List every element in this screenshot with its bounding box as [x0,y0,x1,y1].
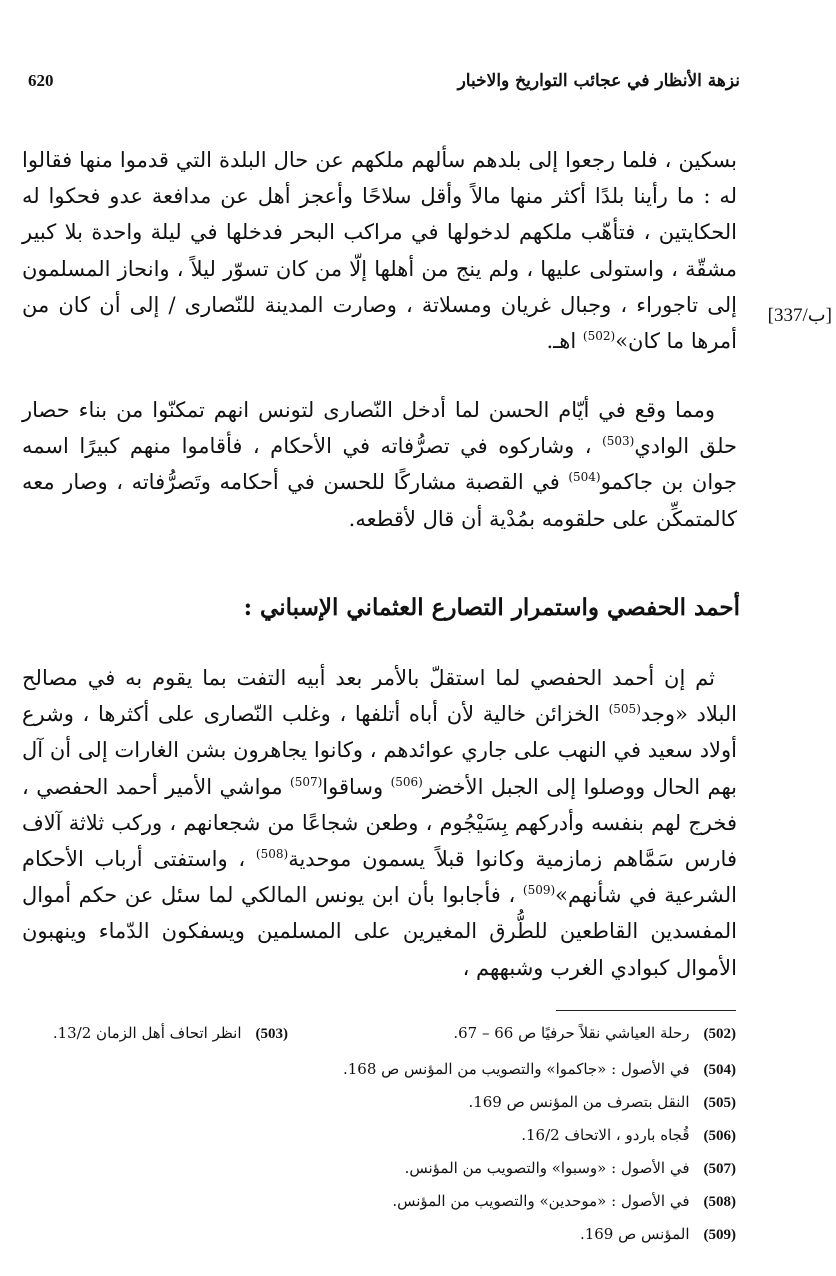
footnote-number: (509) [703,1227,736,1243]
paragraph-text: في القصبة مشاركًا للحسن في أحكامه وتَصرُّفاته ، وصار معه كالمتمكِّن على حلقومه بمُدْية أن قال لأقطعه. [22,470,737,531]
footnote-text: رحلة العياشي نقلاً حرفيًا ص 66 – 67. [453,1024,690,1042]
footnote-506 [521,1126,736,1145]
footnote-ref-507: (507) [290,774,323,789]
footnote-number: (502) [703,1026,736,1042]
footnote-number: (504) [703,1062,736,1078]
footnote-ref-505: (505) [608,702,641,717]
paragraph-3 [22,660,737,986]
footnote-509 [580,1225,736,1244]
footnote-505 [468,1093,736,1112]
footnote-text: في الأصول : «موحدين» والتصويب من المؤنس. [392,1192,690,1210]
page-header [28,64,740,98]
footnote-ref-502: (502) [582,329,616,344]
paragraph-text: ، وشاركوه في تصرُّفاته في الأحكام ، فأقاموا منهم كبيرًا اسمه جوان بن جاكمو [22,434,737,495]
footnote-ref-509: (509) [522,883,556,898]
running-title: نزهة الأنظار في عجائب التواريخ والاخبار [457,71,740,91]
footnote-text: النقل بتصرف من المؤنس ص 169. [468,1093,690,1111]
footnote-ref-508: (508) [255,847,289,862]
footnote-text: انظر اتحاف أهل الزمان 13/2. [52,1024,242,1042]
footnote-ref-506: (506) [390,774,423,789]
footnote-number: (503) [255,1026,288,1042]
footnote-508 [392,1192,736,1211]
footnote-ref-503: (503) [602,434,635,449]
paragraph-text: الخزائن خالية لأن أباه أتلفها ، وغلب النّصارى على أكثرها ، وشرع أولاد سعيد في النهب على جاري عوائدهم ، وكانوا يجاهرون بشن الغارات إلى أن آل بهم الحال ووصلوا إلى الجبل الأخضر [22,702,737,799]
footnote-text: في الأصول : «جاكموا» والتصويب من المؤنس ص 168. [342,1060,690,1078]
footnote-504 [343,1060,736,1079]
page-number: 620 [28,71,54,90]
footnote-text: قُجاه باردو ، الاتحاف 16/2. [521,1126,690,1144]
paragraph-text: اهـ. [546,329,583,354]
footnote-number: (505) [703,1095,736,1111]
paragraph-text: ، فأجابوا بأن ابن يونس المالكي لما سئل عن حكم أموال المفسدين القاطعين للطُّرق المغيرين على المسلمين ويسفكون الدّماء وينهبون الأموال كبوادي الغرب وشبههم ، [22,883,737,980]
footnote-ref-504: (504) [568,470,601,485]
footnote-number: (508) [703,1194,736,1210]
footnote-number: (507) [703,1161,736,1177]
footnote-text: في الأصول : «وسبوا» والتصويب من المؤنس. [404,1159,690,1177]
paragraph-text: ثم إن أحمد الحفصي لما استقلّ بالأمر بعد أبيه التفت بما يقوم به في مصالح البلاد «وجد [22,666,738,727]
footnote-507 [405,1159,736,1178]
footnote-502 [453,1024,736,1043]
paragraph-text: وساقوا [322,774,391,799]
folio-marker: [337/ب] [767,305,832,326]
paragraph-text: بسكين ، فلما رجعوا إلى بلدهم سألهم ملكهم عن حال البلدة التي قدموا منها فقالوا له : ما رأينا بلدًا أكثر منها مالاً وأقل سلاحًا وأعجز أهل عن مدافعة عدو فحكوا له الحكايتين ، فتأهّب ملكهم لدخولها في مراكب البحر فدخلها في ليلة واحدة بلا كبير مشقّة ، واستولى عليها ، ولم ينج من أهلها إلّا من كان تسوّر ليلاً ، وانحاز المسلمون إلى تاجوراء ، وجبال غريان ومسلاتة ، وصارت المدينة للنّصارى / إلى أن كان من أمرها ما كان» [22,148,737,354]
paragraph-text: ، واستفتى أرباب الأحكام الشرعية في شأنهم» [22,847,737,908]
footnote-503 [53,1024,288,1043]
footnote-divider [556,1010,736,1011]
paragraph-text: مواشي الأمير أحمد الحفصي ، فخرج لهم بنفسه وأدركهم بِسَيْجُوم ، وطعن شجاعًا من شجعانهم ، وركب ثلاثة آلاف فارس سَمَّاهم زمازمية وكانوا قبلاً يسمون موحدية [22,774,737,872]
paragraph-text: ومما وقع في أيّام الحسن لما أدخل النّصارى لتونس انهم تمكنّوا من بناء حصار حلق الوادي [22,398,737,459]
footnote-number: (506) [703,1128,736,1144]
paragraph-2 [22,392,737,537]
paragraph-1 [22,142,737,359]
section-heading: أحمد الحفصي واستمرار التصارع العثماني الإسباني : [243,594,740,621]
footnote-text: المؤنس ص 169. [579,1225,690,1243]
